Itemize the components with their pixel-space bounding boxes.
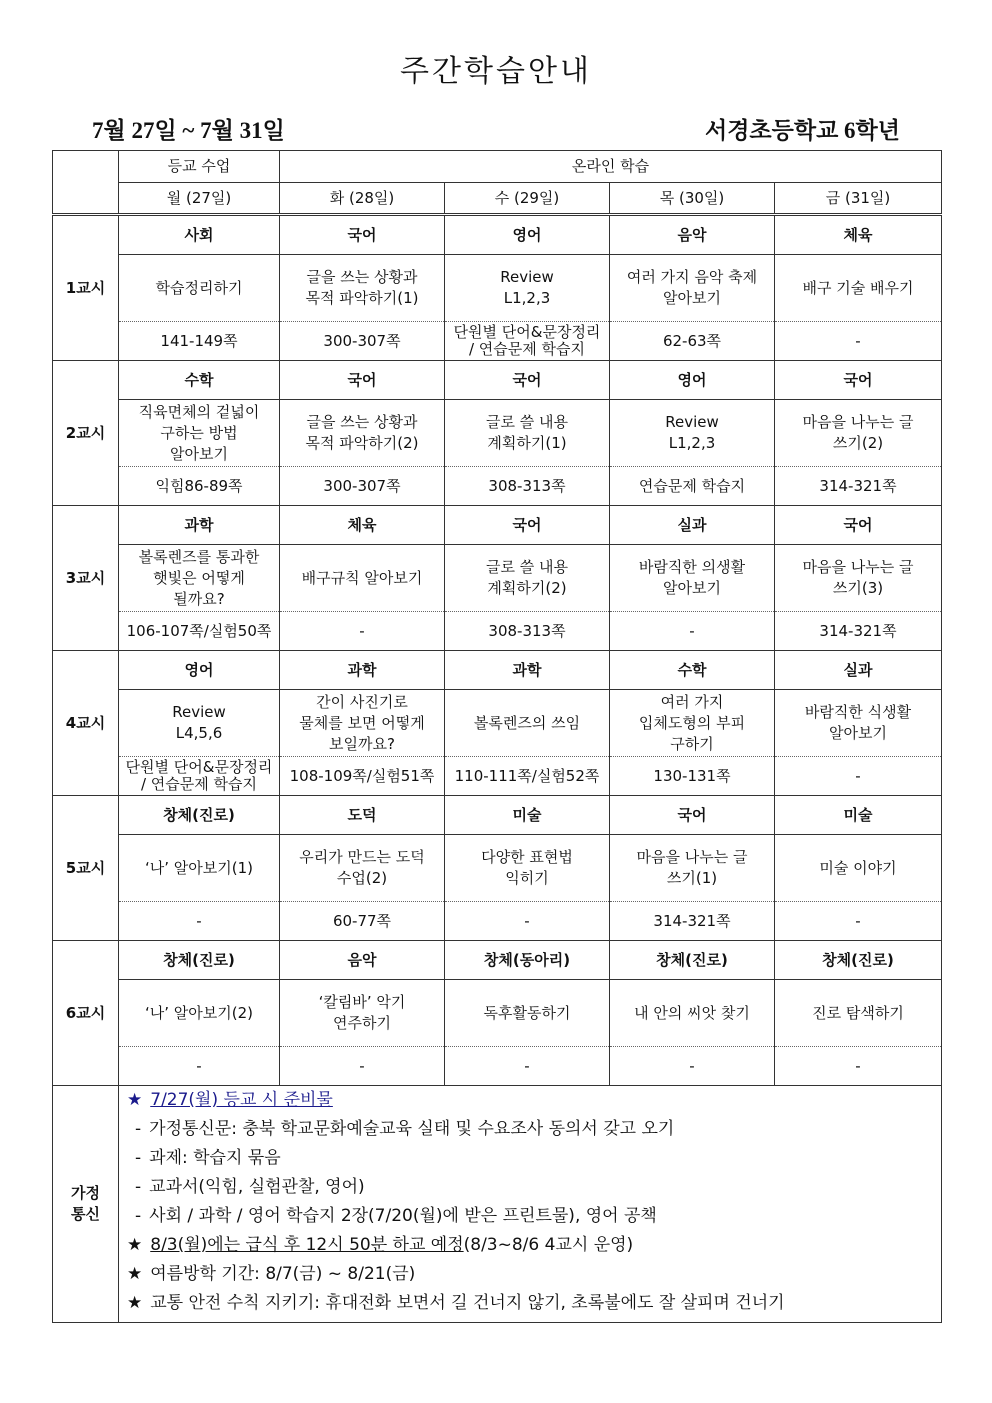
period-6-page-row [53, 1047, 942, 1086]
subject-cell: 국어 [775, 361, 942, 400]
notice-dismissal [127, 1231, 941, 1260]
period-3-subj-row [53, 506, 942, 545]
subject-cell: 영어 [119, 651, 280, 690]
period-1-topic-row [53, 255, 942, 322]
subject-cell: 체육 [280, 506, 445, 545]
prep-title-text: 7/27(월) 등교 시 준비물 [150, 1090, 333, 1110]
page-cell: - [610, 612, 775, 651]
subject-cell: 음악 [610, 215, 775, 255]
notice-label-text: 가정 통신 [71, 1184, 100, 1223]
subject-cell: 창체(동아리) [445, 941, 610, 980]
page-cell: 300-307쪽 [280, 467, 445, 506]
topic-cell: 학습정리하기 [119, 255, 280, 322]
period-4-topic-row [53, 690, 942, 757]
page-cell: - [445, 1047, 610, 1086]
topic-cell: Review L1,2,3 [610, 400, 775, 467]
page-cell: 단원별 단어&문장정리 / 연습문제 학습지 [119, 757, 280, 796]
topic-cell: 독후활동하기 [445, 980, 610, 1047]
topic-cell: 여러 가지 입체도형의 부피 구하기 [610, 690, 775, 757]
subject-cell: 국어 [280, 215, 445, 255]
prep-item-text: 교과서(익힘, 실험관찰, 영어) [149, 1177, 365, 1197]
page-cell: 익힘86-89쪽 [119, 467, 280, 506]
subject-cell: 창체(진로) [610, 941, 775, 980]
notice-prep-item: - 사회 / 과학 / 영어 학습지 2장(7/20(월)에 받은 프린트물), 영어 공책 [135, 1206, 657, 1226]
subject-cell: 미술 [445, 796, 610, 835]
period-3-page-row [53, 612, 942, 651]
topic-cell: 다양한 표현법 익히기 [445, 835, 610, 902]
page-cell: 130-131쪽 [610, 757, 775, 796]
topic-cell: Review L4,5,6 [119, 690, 280, 757]
topic-cell: 미술 이야기 [775, 835, 942, 902]
period-4-subj-row [53, 651, 942, 690]
period-4-page-row [53, 757, 942, 796]
period-2-topic-row [53, 400, 942, 467]
page-cell: - [775, 322, 942, 361]
header-offline: 등교 수업 [119, 151, 280, 183]
prep-item-text: 과제: 학습지 묶음 [149, 1148, 281, 1168]
dismissal-note: (8/3~8/6 4교시 운영) [463, 1235, 634, 1255]
page-cell: 62-63쪽 [610, 322, 775, 361]
day-header-thu: 목 (30일) [610, 183, 775, 215]
period-1-subj-row [53, 215, 942, 255]
star-icon: ★ [127, 1293, 143, 1313]
topic-cell: ‘나’ 알아보기(1) [119, 835, 280, 902]
day-header-mon: 월 (27일) [119, 183, 280, 215]
notice-prep-title [127, 1086, 941, 1115]
header-online: 온라인 학습 [280, 151, 942, 183]
topic-cell: 볼록렌즈의 쓰임 [445, 690, 610, 757]
notice-vacation [127, 1260, 941, 1289]
page-cell: 314-321쪽 [775, 467, 942, 506]
schedule-table [52, 150, 942, 1323]
subject-cell: 과학 [445, 651, 610, 690]
subject-cell: 창체(진로) [775, 941, 942, 980]
page-cell: - [775, 757, 942, 796]
prep-item-text: 사회 / 과학 / 영어 학습지 2장(7/20(월)에 받은 프린트물), 영어 공책 [149, 1206, 657, 1226]
period-6-subj-row [53, 941, 942, 980]
subject-cell: 수학 [610, 651, 775, 690]
school-name: 서경초등학교 6학년 [705, 118, 900, 143]
page-cell: 단원별 단어&문장정리 / 연습문제 학습지 [445, 322, 610, 361]
period-5-page-row [53, 902, 942, 941]
page-cell: 141-149쪽 [119, 322, 280, 361]
topic-cell: Review L1,2,3 [445, 255, 610, 322]
page-cell: - [775, 902, 942, 941]
period-5-topic-row [53, 835, 942, 902]
subject-cell: 실과 [610, 506, 775, 545]
period-label: 2교시 [53, 361, 119, 506]
notice-prep-item: - 과제: 학습지 묶음 [135, 1148, 281, 1168]
period-label: 5교시 [53, 796, 119, 941]
period-5-subj-row [53, 796, 942, 835]
subject-cell: 미술 [775, 796, 942, 835]
page-cell: - [280, 612, 445, 651]
page-title: 주간학습안내 [400, 54, 592, 89]
subject-cell: 국어 [445, 361, 610, 400]
notice-prep-item: - 가정통신문: 충북 학교문화예술교육 실태 및 수요조사 동의서 갖고 오기 [135, 1119, 675, 1139]
prep-item-text: 가정통신문: 충북 학교문화예술교육 실태 및 수요조사 동의서 갖고 오기 [149, 1119, 675, 1139]
page-cell: 308-313쪽 [445, 467, 610, 506]
subject-cell: 과학 [119, 506, 280, 545]
subject-cell: 실과 [775, 651, 942, 690]
topic-cell: 배구 기술 배우기 [775, 255, 942, 322]
topic-cell: 마음을 나누는 글 쓰기(2) [775, 400, 942, 467]
vacation-text: 여름방학 기간: 8/7(금) ~ 8/21(금) [150, 1264, 416, 1284]
period-2-subj-row [53, 361, 942, 400]
notice-prep-item: - 교과서(익힘, 실험관찰, 영어) [135, 1177, 365, 1197]
page-cell: 연습문제 학습지 [610, 467, 775, 506]
topic-cell: 글로 쓸 내용 계획하기(1) [445, 400, 610, 467]
topic-cell: 바람직한 식생활 알아보기 [775, 690, 942, 757]
page-cell: - [119, 902, 280, 941]
subject-cell: 사회 [119, 215, 280, 255]
subject-cell: 창체(진로) [119, 941, 280, 980]
page-cell: 308-313쪽 [445, 612, 610, 651]
page-cell: - [610, 1047, 775, 1086]
subject-cell: 영어 [445, 215, 610, 255]
period-label: 1교시 [53, 215, 119, 361]
topic-cell: 간이 사진기로 물체를 보면 어떻게 보일까요? [280, 690, 445, 757]
subject-cell: 음악 [280, 941, 445, 980]
page-cell: - [119, 1047, 280, 1086]
notice-section [119, 1086, 942, 1323]
page-cell: - [775, 1047, 942, 1086]
subject-cell: 국어 [445, 506, 610, 545]
page-cell: 110-111쪽/실험52쪽 [445, 757, 610, 796]
page-cell: - [280, 1047, 445, 1086]
subject-cell: 수학 [119, 361, 280, 400]
subject-cell: 국어 [775, 506, 942, 545]
page-cell: - [445, 902, 610, 941]
page-cell: 300-307쪽 [280, 322, 445, 361]
date-range: 7월 27일 ~ 7월 31일 [92, 118, 285, 143]
topic-cell: 마음을 나누는 글 쓰기(1) [610, 835, 775, 902]
page-cell: 108-109쪽/실험51쪽 [280, 757, 445, 796]
topic-cell: 마음을 나누는 글 쓰기(3) [775, 545, 942, 612]
topic-cell: 글을 쓰는 상황과 목적 파악하기(1) [280, 255, 445, 322]
corner-cell [53, 151, 119, 215]
topic-cell: 글을 쓰는 상황과 목적 파악하기(2) [280, 400, 445, 467]
period-label: 3교시 [53, 506, 119, 651]
topic-cell: 여러 가지 음악 축제 알아보기 [610, 255, 775, 322]
notice-traffic [127, 1289, 941, 1318]
topic-cell: 직육면체의 겉넓이 구하는 방법 알아보기 [119, 400, 280, 467]
topic-cell: 글로 쓸 내용 계획하기(2) [445, 545, 610, 612]
subject-cell: 창체(진로) [119, 796, 280, 835]
subject-cell: 국어 [280, 361, 445, 400]
topic-cell: ‘칼림바’ 악기 연주하기 [280, 980, 445, 1047]
traffic-text: 교통 안전 수칙 지키기: 휴대전화 보면서 길 건너지 않기, 초록불에도 잘 살피며 건너기 [150, 1293, 785, 1313]
topic-cell: 우리가 만드는 도덕 수업(2) [280, 835, 445, 902]
topic-cell: 배구규칙 알아보기 [280, 545, 445, 612]
period-1-page-row [53, 322, 942, 361]
day-header-fri: 금 (31일) [775, 183, 942, 215]
page-cell: 314-321쪽 [775, 612, 942, 651]
day-header-wed: 수 (29일) [445, 183, 610, 215]
period-label: 6교시 [53, 941, 119, 1086]
subject-cell: 도덕 [280, 796, 445, 835]
period-2-page-row [53, 467, 942, 506]
page-cell: 314-321쪽 [610, 902, 775, 941]
topic-cell: 내 안의 씨앗 찾기 [610, 980, 775, 1047]
subject-cell: 영어 [610, 361, 775, 400]
topic-cell: 볼록렌즈를 통과한 햇빛은 어떻게 될까요? [119, 545, 280, 612]
page-cell: 106-107쪽/실험50쪽 [119, 612, 280, 651]
period-label: 4교시 [53, 651, 119, 796]
topic-cell: 진로 탐색하기 [775, 980, 942, 1047]
dismissal-text: 8/3(월)에는 급식 후 12시 50분 하교 예정 [150, 1235, 464, 1255]
subject-cell: 체육 [775, 215, 942, 255]
topic-cell: 바람직한 의생활 알아보기 [610, 545, 775, 612]
page-cell: 60-77쪽 [280, 902, 445, 941]
day-header-tue: 화 (28일) [280, 183, 445, 215]
subject-cell: 과학 [280, 651, 445, 690]
notice-label [53, 1086, 119, 1323]
subject-cell: 국어 [610, 796, 775, 835]
period-6-topic-row [53, 980, 942, 1047]
star-icon: ★ [127, 1264, 143, 1284]
topic-cell: ‘나’ 알아보기(2) [119, 980, 280, 1047]
star-icon: ★ [127, 1235, 143, 1255]
period-3-topic-row [53, 545, 942, 612]
star-icon: ★ [127, 1090, 143, 1110]
